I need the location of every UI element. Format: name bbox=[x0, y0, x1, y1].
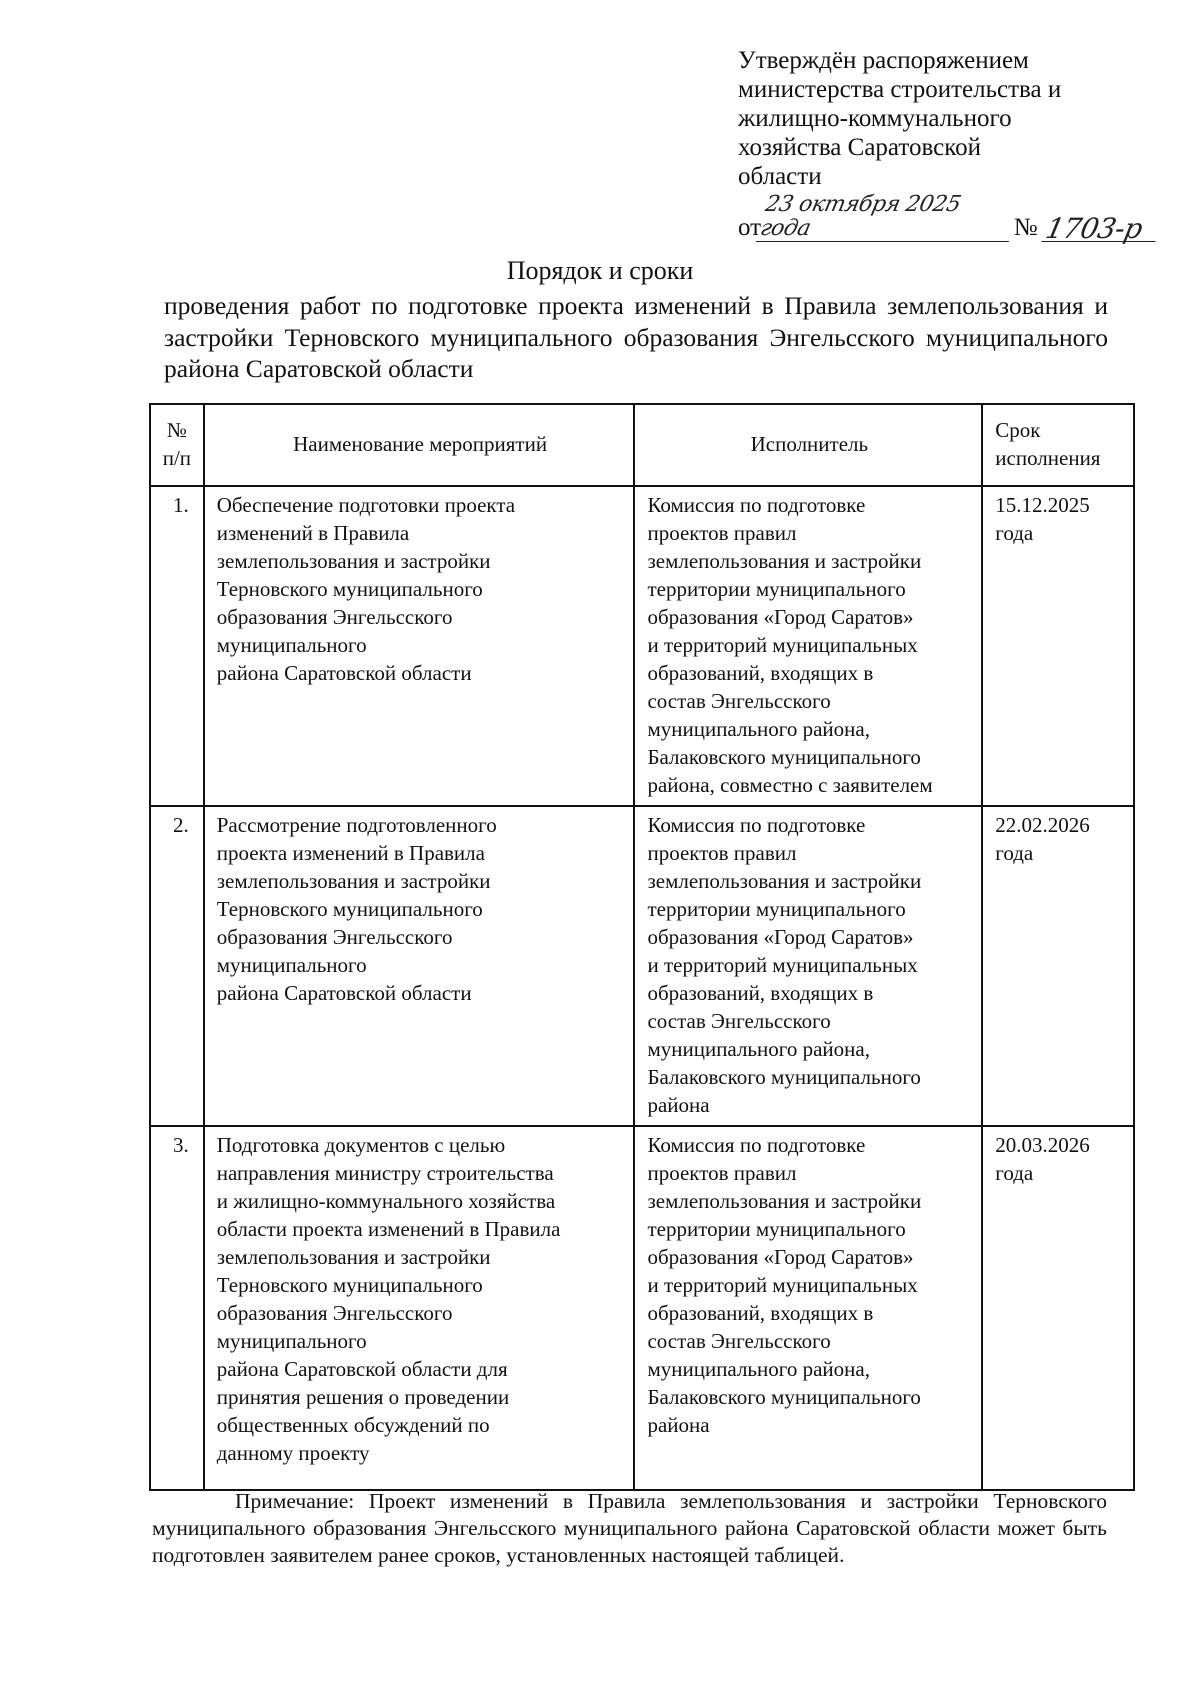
approval-line: министерства строительства и bbox=[738, 76, 1062, 103]
handwritten-number: 1703-р bbox=[1041, 217, 1161, 242]
document-title: Порядок и сроки bbox=[506, 256, 694, 285]
date-prefix: от bbox=[738, 214, 762, 241]
document-subtitle: проведения работ по подготовке проекта изменений в Правила землепользования и застройки Терновского муниципального образования Энгельсского муниципального района Саратовской области bbox=[164, 291, 1108, 383]
approval-line: жилищно-коммунального bbox=[738, 105, 1012, 132]
table-note: Примечание: Проект изменений в Правила землепользования и застройки Терновского муниципального образования Энгельсского муниципального района Саратовской области может быть подготовлен заявителем ранее сроков, установленных настоящей таблицей. bbox=[152, 1489, 1107, 1567]
schedule-table bbox=[149, 403, 1135, 1491]
approval-line: хозяйства Саратовской bbox=[738, 134, 981, 161]
handwritten-date: 23 октября 2025 года bbox=[756, 193, 1019, 242]
approval-line: Утверждён распоряжением bbox=[738, 47, 1029, 74]
table-header-row bbox=[150, 404, 1134, 486]
header-name: Наименование мероприятий bbox=[204, 404, 635, 486]
row-deadline: 20.03.2026 года bbox=[982, 1126, 1134, 1490]
row-name: Обеспечение подготовки проекта изменений в Правила землепользования и застройки Терновского муниципального образования Энгельсского муниципального района Саратовской области bbox=[204, 486, 635, 806]
row-num: 3. bbox=[150, 1126, 204, 1490]
row-deadline: 22.02.2026 года bbox=[982, 806, 1134, 1126]
header-executor: Исполнитель bbox=[634, 404, 982, 486]
row-executor: Комиссия по подготовке проектов правил землепользования и застройки территории муниципального образования «Город Саратов» и территорий муниципальных образований, входящих в состав Энгельсского муниципального района, Балаковского муниципального района bbox=[634, 1126, 982, 1490]
header-num: № п/п bbox=[150, 404, 204, 486]
row-deadline: 15.12.2025 года bbox=[982, 486, 1134, 806]
row-executor: Комиссия по подготовке проектов правил землепользования и застройки территории муниципального образования «Город Саратов» и территорий муниципальных образований, входящих в состав Энгельсского муниципального района, Балаковского муниципального района bbox=[634, 806, 982, 1126]
row-num: 2. bbox=[150, 806, 204, 1126]
approval-date-number-line bbox=[738, 192, 1158, 245]
table-row bbox=[150, 1126, 1134, 1490]
header-deadline: Срок исполнения bbox=[982, 404, 1134, 486]
table-row bbox=[150, 806, 1134, 1126]
table-row bbox=[150, 486, 1134, 806]
approval-stamp-block bbox=[738, 46, 1158, 245]
row-name: Рассмотрение подготовленного проекта изменений в Правила землепользования и застройки Терновского муниципального образования Энгельсского муниципального района Саратовской области bbox=[204, 806, 635, 1126]
row-executor: Комиссия по подготовке проектов правил землепользования и застройки территории муниципального образования «Город Саратов» и территорий муниципальных образований, входящих в состав Энгельсского муниципального района, Балаковского муниципального района, совместно с заявителем bbox=[634, 486, 982, 806]
number-prefix: № bbox=[1013, 214, 1038, 241]
approval-line: области bbox=[738, 163, 822, 190]
row-name: Подготовка документов с целью направления министру строительства и жилищно-коммунального хозяйства области проекта изменений в Правила землепользования и застройки Терновского муниципального образования Энгельсского муниципального района Саратовской области для принятия решения о проведении общественных обсуждений по данному проекту bbox=[204, 1126, 635, 1490]
row-num: 1. bbox=[150, 486, 204, 806]
